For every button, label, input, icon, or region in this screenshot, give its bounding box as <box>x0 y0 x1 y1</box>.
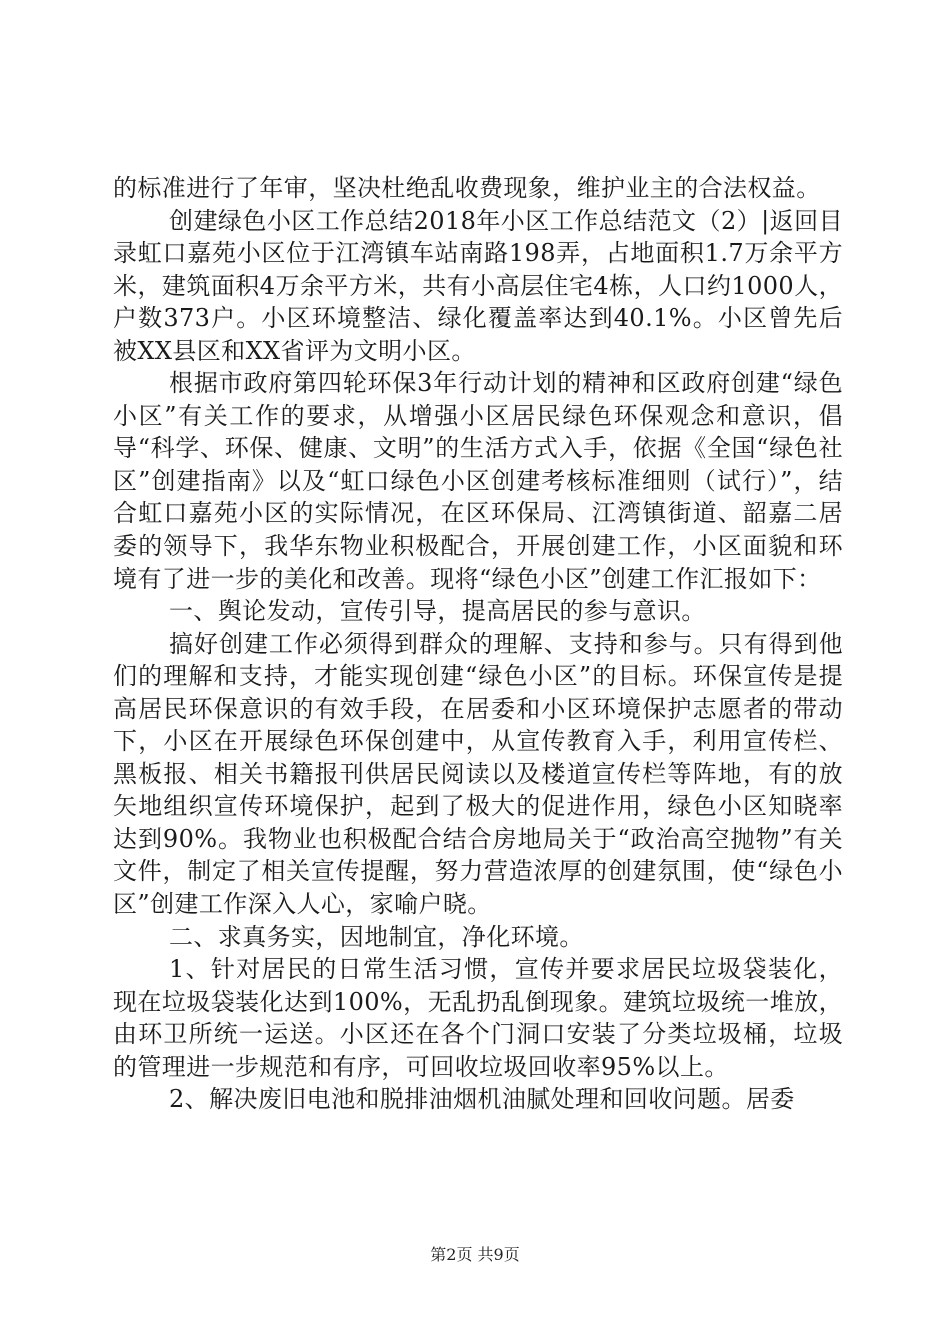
section-heading-1: 一、舆论发动，宣传引导，提高居民的参与意识。 <box>169 597 706 626</box>
page-number-footer: 第2页 共9页 <box>430 1245 520 1264</box>
paragraph-2: 创建绿色小区工作总结2018年小区工作总结范文（2）|返回目录虹口嘉苑小区位于江湾镇车站南路198弄，占地面积1.7万余平方米，建筑面积4万余平方米，共有小高层住宅4栋，人口约1000人，户数373户。小区环境整洁、绿化覆盖率达到40.1%。小区曾先后被XX县区和XX省评为文明小区。 <box>113 206 843 365</box>
paragraph-5: 1、针对居民的日常生活习惯，宣传并要求居民垃圾袋装化，现在垃圾袋装化达到100%，无乱扔乱倒现象。建筑垃圾统一堆放，由环卫所统一运送。小区还在各个门洞口安装了分类垃圾桶，垃圾的管理进一步规范和有序，可回收垃圾回收率95%以上。 <box>113 955 843 1081</box>
paragraph-1: 的标准进行了年审，坚决杜绝乱收费现象，维护业主的合法权益。 <box>113 174 821 202</box>
document-body <box>113 172 843 1116</box>
paragraph-4: 搞好创建工作必须得到群众的理解、支持和参与。只有得到他们的理解和支持，才能实现创建“绿色小区”的目标。环保宣传是提高居民环保意识的有效手段，在居委和小区环境保护志愿者的带动下，小区在开展绿色环保创建中，从宣传教育入手，利用宣传栏、黑板报、相关书籍报刊供居民阅读以及楼道宣传栏等阵地，有的放矢地组织宣传环境保护，起到了极大的促进作用，绿色小区知晓率达到90%。我物业也积极配合结合房地局关于“政治高空抛物”有关文件，制定了相关宣传提醒，努力营造浓厚的创建氛围，使“绿色小区”创建工作深入人心，家喻户晓。 <box>113 629 843 919</box>
section-heading-2: 二、求真务实，因地制宜，净化环境。 <box>169 922 584 951</box>
paragraph-3: 根据市政府第四轮环保3年行动计划的精神和区政府创建“绿色小区”有关工作的要求，从增强小区居民绿色环保观念和意识，倡导“科学、环保、健康、文明”的生活方式入手，依据《全国“绿色社区”创建指南》以及“虹口绿色小区创建考核标准细则（试行）”，结合虹口嘉苑小区的实际情况，在区环保局、江湾镇街道、韶嘉二居委的领导下，我华东物业积极配合，开展创建工作，小区面貌和环境有了进一步的美化和改善。现将“绿色小区”创建工作汇报如下： <box>113 369 843 593</box>
paragraph-6: 2、解决废旧电池和脱排油烟机油腻处理和回收问题。居委 <box>169 1085 795 1114</box>
